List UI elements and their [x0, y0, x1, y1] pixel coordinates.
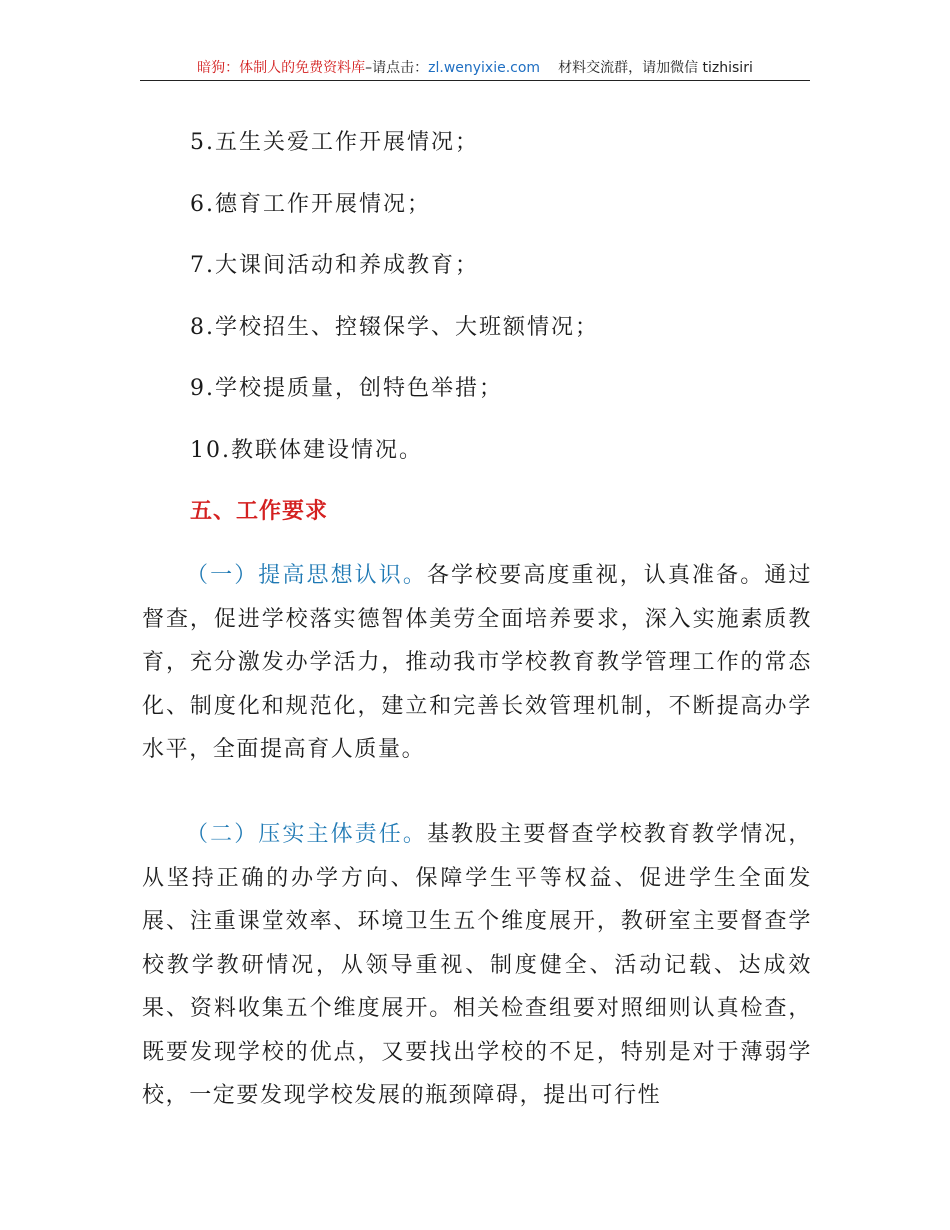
list-item-6: 6.德育工作开展情况；	[190, 192, 431, 217]
paragraph-2	[142, 813, 812, 1118]
paragraph-1-heading: （一）提高思想认识。	[186, 563, 427, 588]
header-brand: 暗狗：体制人的免费资料库	[197, 60, 366, 76]
header-prompt: –请点击：	[365, 60, 429, 76]
paragraph-1-body: 各学校要高度重视，认真准备。通过督查，促进学校落实德智体美劳全面培养要求，深入实施素质教育，充分激发办学活力，推动我市学校教育教学管理工作的常态化、制度化和规范化，建立和完善长效管理机制，不断提高办学水平，全面提高育人质量。	[142, 563, 812, 762]
paragraph-2-body: 基教股主要督查学校教育教学情况，从坚持正确的办学方向、保障学生平等权益、促进学生全面发展、注重课堂效率、环境卫生五个维度展开，教研室主要督查学校教学教研情况，从领导重视、制度健全、活动记载、达成效果、资料收集五个维度展开。相关检查组要对照细则认真检查，既要发现学校的优点，又要找出学校的不足，特别是对于薄弱学校，一定要发现学校发展的瓶颈障碍，提出可行性	[142, 822, 812, 1108]
page-header	[140, 58, 810, 81]
list-item-10: 10.教联体建设情况。	[190, 438, 423, 463]
header-url-link[interactable]: zl.wenyixie.com	[428, 60, 541, 76]
paragraph-2-heading: （二）压实主体责任。	[186, 822, 427, 847]
header-contact: 材料交流群，请加微信 tizhisiri	[558, 60, 753, 76]
section-title: 五、工作要求	[190, 499, 329, 524]
paragraph-1	[142, 554, 812, 772]
list-item-9: 9.学校提质量，创特色举措；	[190, 376, 503, 401]
list-item-8: 8.学校招生、控辍保学、大班额情况；	[190, 315, 599, 340]
list-item-5: 5.五生关爱工作开展情况；	[190, 130, 479, 155]
list-item-7: 7.大课间活动和养成教育；	[190, 253, 479, 278]
